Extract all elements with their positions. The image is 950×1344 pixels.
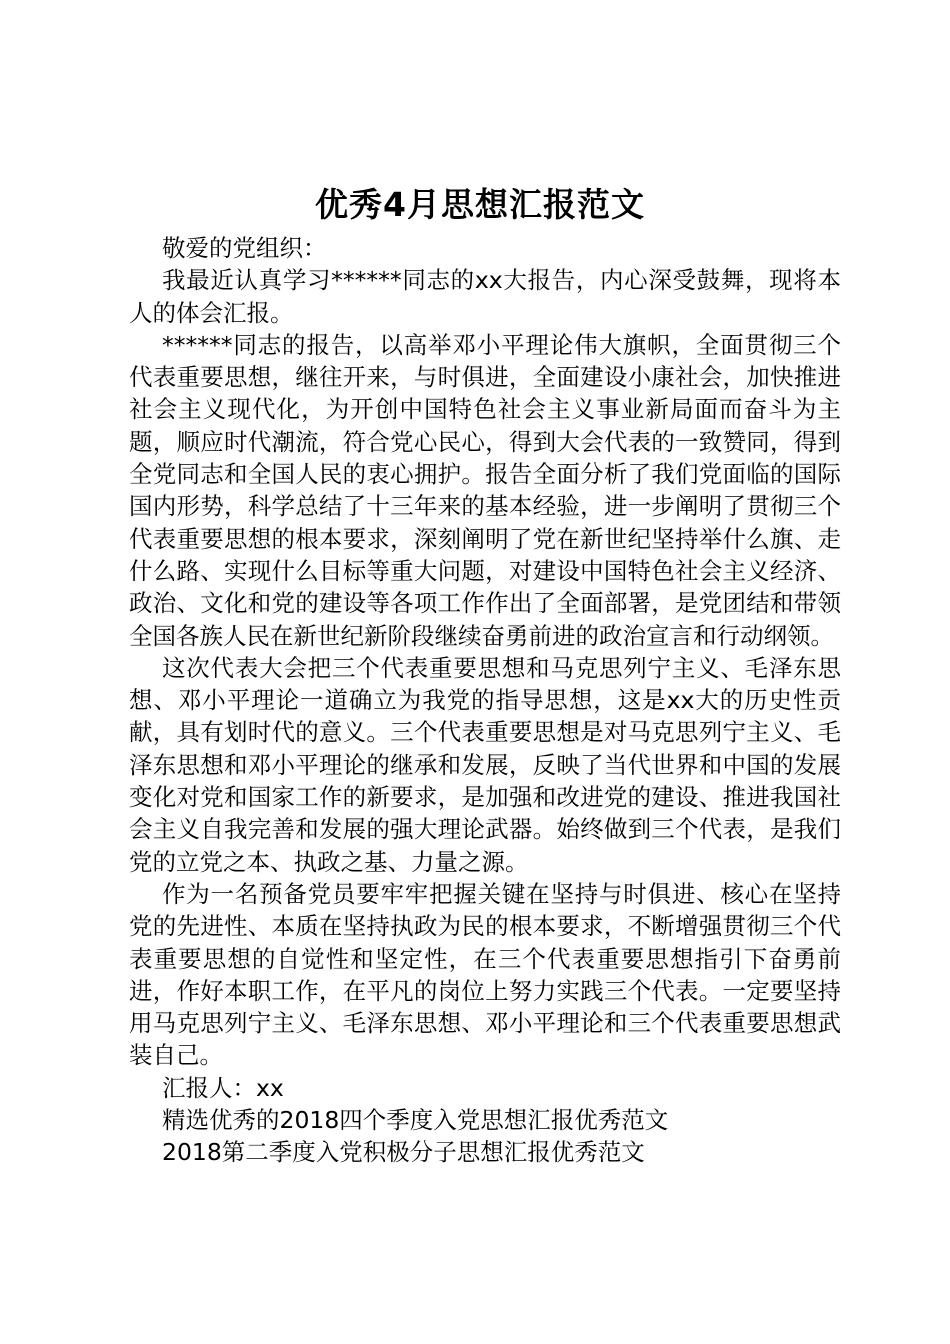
paragraph-3: 这次代表大会把三个代表重要思想和马克思列宁主义、毛泽东思想、邓小平理论一道确立为我党的指导思想，这是xx大的历史性贡献，具有划时代的意义。三个代表重要思想是对马克思列宁主义、毛泽东思想和邓小平理论的继承和发展，反映了当代世界和中国的发展变化对党和国家工作的新要求，是加强和改进党的建设、推进我国社会主义自我完善和发展的强大理论武器。始终做到三个代表，是我们党的立党之本、执政之基、力量之源。: [129, 653, 841, 876]
related-link-1[interactable]: 精选优秀的2018四个季度入党思想汇报优秀范文: [162, 1106, 669, 1135]
paragraph-2: ******同志的报告，以高举邓小平理论伟大旗帜，全面贯彻三个代表重要思想，继往开来，与时俱进，全面建设小康社会，加快推进社会主义现代化，为开创中国特色社会主义事业新局面而奋斗为主题，顺应时代潮流，符合党心民心，得到大会代表的一致赞同，得到全党同志和全国人民的衷心拥护。报告全面分析了我们党面临的国际国内形势，科学总结了十三年来的基本经验，进一步阐明了贯彻三个代表重要思想的根本要求，深刻阐明了党在新世纪坚持举什么旗、走什么路、实现什么目标等重大问题，对建设中国特色社会主义经济、政治、文化和党的建设等各项工作作出了全面部署，是党团结和带领全国各族人民在新世纪新阶段继续奋勇前进的政治宣言和行动纲领。: [129, 330, 841, 650]
document-body: [129, 232, 841, 1169]
signature: 汇报人：xx: [162, 1073, 284, 1102]
related-link-2[interactable]: 2018第二季度入党积极分子思想汇报优秀范文: [162, 1138, 645, 1167]
paragraph-1: 我最近认真学习******同志的xx大报告，内心深受鼓舞，现将本人的体会汇报。: [129, 266, 841, 327]
document-title: 优秀4月思想汇报范文: [315, 185, 645, 224]
paragraph-4: 作为一名预备党员要牢牢把握关键在坚持与时俱进、核心在坚持党的先进性、本质在坚持执政为民的根本要求，不断增强贯彻三个代表重要思想的自觉性和坚定性，在三个代表重要思想指引下奋勇前进，作好本职工作，在平凡的岗位上努力实践三个代表。一定要坚持用马克思列宁主义、毛泽东思想、邓小平理论和三个代表重要思想武装自己。: [129, 879, 841, 1070]
salutation: 敬爱的党组织：: [162, 234, 327, 262]
